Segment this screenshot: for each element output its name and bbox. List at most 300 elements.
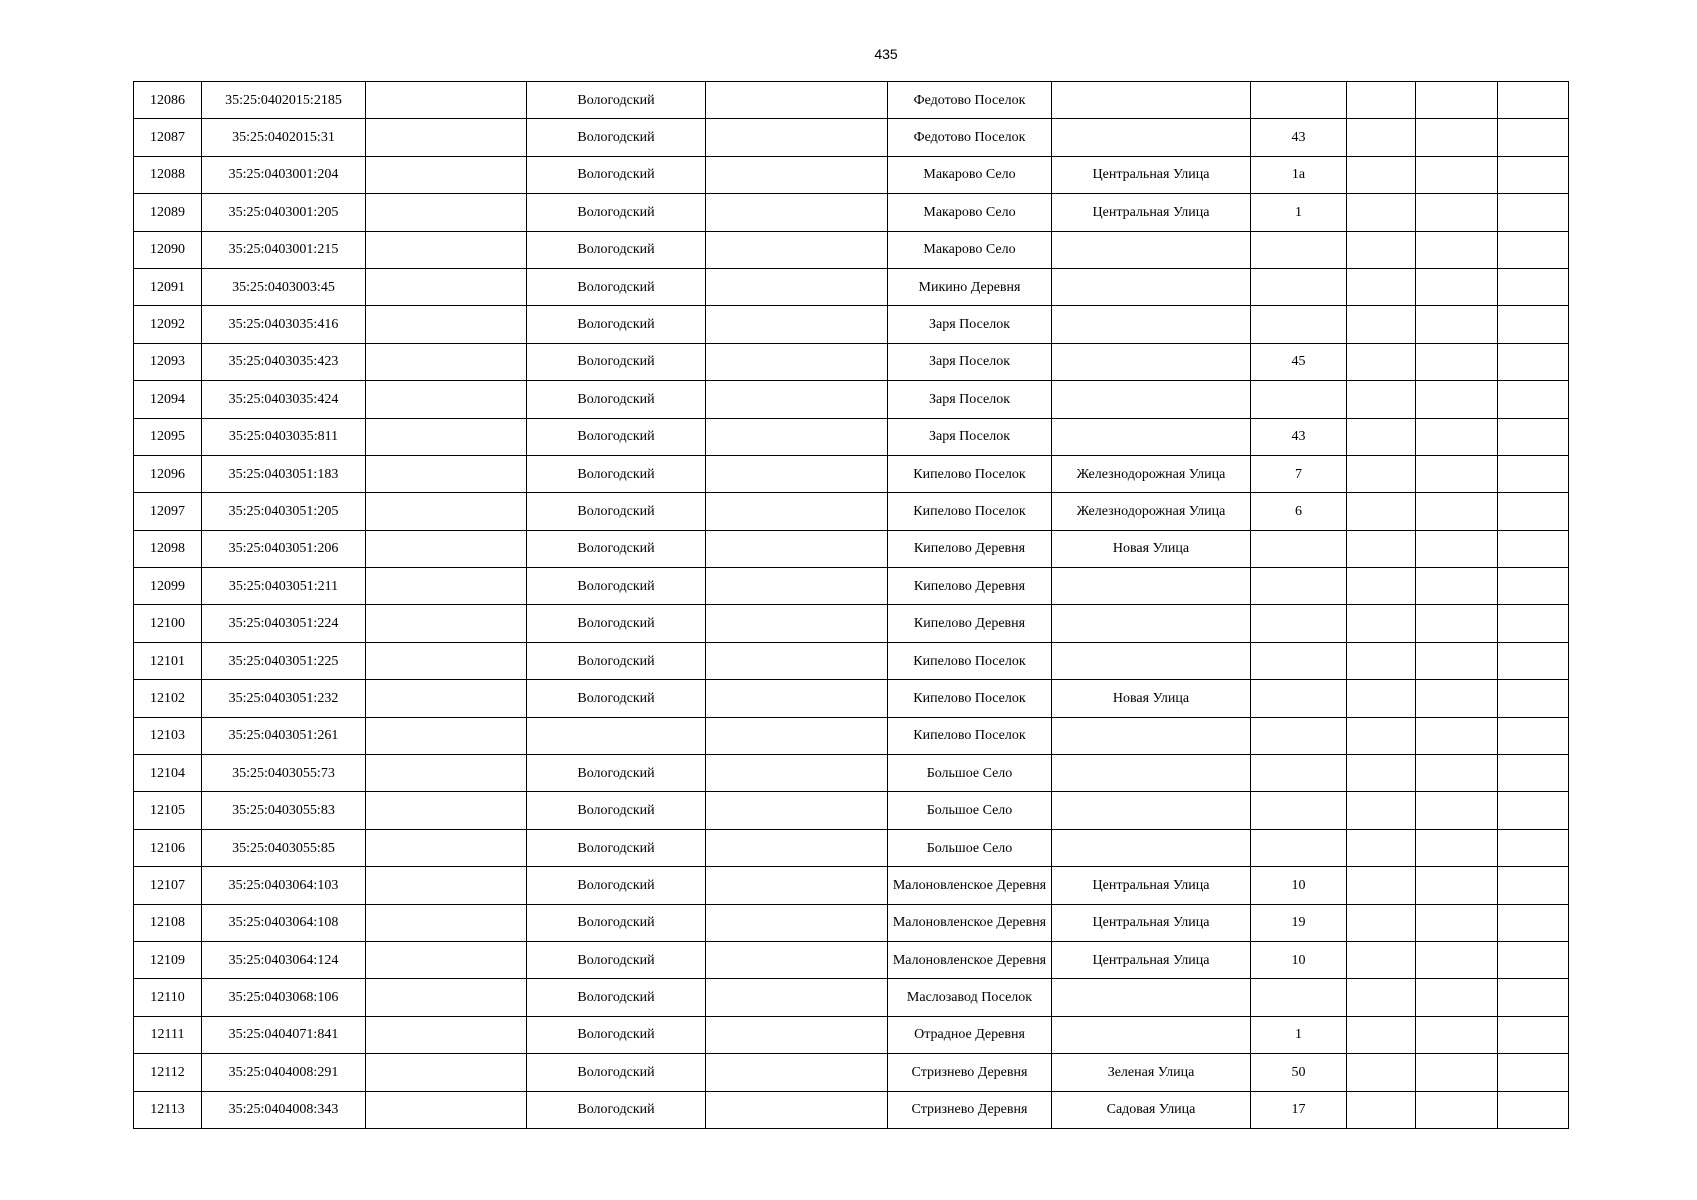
empty-cell-10 xyxy=(1416,755,1498,792)
settlement-cell: Стризнево Деревня xyxy=(888,1054,1052,1091)
house-number-cell xyxy=(1251,642,1347,679)
empty-cell-3 xyxy=(366,642,527,679)
empty-cell-3 xyxy=(366,306,527,343)
settlement-cell: Малоновленское Деревня xyxy=(888,867,1052,904)
cadastral-number-cell: 35:25:0403035:811 xyxy=(202,418,366,455)
empty-cell-10 xyxy=(1416,867,1498,904)
empty-cell-9 xyxy=(1347,418,1416,455)
empty-cell-5 xyxy=(706,642,888,679)
district-cell: Вологодский xyxy=(527,493,706,530)
empty-cell-5 xyxy=(706,455,888,492)
cadastral-number-cell: 35:25:0403055:85 xyxy=(202,829,366,866)
empty-cell-3 xyxy=(366,119,527,156)
empty-cell-11 xyxy=(1498,1054,1569,1091)
empty-cell-11 xyxy=(1498,717,1569,754)
table-row xyxy=(134,156,1569,193)
row-number-cell: 12106 xyxy=(134,829,202,866)
empty-cell-3 xyxy=(366,941,527,978)
empty-cell-11 xyxy=(1498,792,1569,829)
empty-cell-10 xyxy=(1416,82,1498,119)
table-body xyxy=(134,82,1569,1129)
street-cell: Садовая Улица xyxy=(1052,1091,1251,1128)
table-row xyxy=(134,642,1569,679)
empty-cell-3 xyxy=(366,680,527,717)
district-cell: Вологодский xyxy=(527,268,706,305)
table-row xyxy=(134,306,1569,343)
house-number-cell xyxy=(1251,306,1347,343)
empty-cell-3 xyxy=(366,231,527,268)
settlement-cell: Заря Поселок xyxy=(888,418,1052,455)
cadastral-number-cell: 35:25:0403035:424 xyxy=(202,381,366,418)
house-number-cell: 1 xyxy=(1251,194,1347,231)
street-cell xyxy=(1052,418,1251,455)
row-number-cell: 12105 xyxy=(134,792,202,829)
street-cell xyxy=(1052,642,1251,679)
empty-cell-3 xyxy=(366,455,527,492)
empty-cell-10 xyxy=(1416,381,1498,418)
settlement-cell: Кипелово Поселок xyxy=(888,493,1052,530)
empty-cell-5 xyxy=(706,381,888,418)
row-number-cell: 12093 xyxy=(134,343,202,380)
district-cell: Вологодский xyxy=(527,194,706,231)
row-number-cell: 12092 xyxy=(134,306,202,343)
table-row xyxy=(134,867,1569,904)
district-cell: Вологодский xyxy=(527,530,706,567)
empty-cell-10 xyxy=(1416,979,1498,1016)
street-cell: Новая Улица xyxy=(1052,530,1251,567)
empty-cell-9 xyxy=(1347,904,1416,941)
empty-cell-3 xyxy=(366,156,527,193)
empty-cell-10 xyxy=(1416,343,1498,380)
cadastral-number-cell: 35:25:0403064:108 xyxy=(202,904,366,941)
house-number-cell xyxy=(1251,979,1347,1016)
empty-cell-11 xyxy=(1498,904,1569,941)
empty-cell-5 xyxy=(706,568,888,605)
street-cell xyxy=(1052,605,1251,642)
table-row xyxy=(134,605,1569,642)
house-number-cell xyxy=(1251,717,1347,754)
empty-cell-5 xyxy=(706,605,888,642)
street-cell: Железнодорожная Улица xyxy=(1052,455,1251,492)
table-row xyxy=(134,941,1569,978)
empty-cell-10 xyxy=(1416,306,1498,343)
empty-cell-9 xyxy=(1347,568,1416,605)
row-number-cell: 12097 xyxy=(134,493,202,530)
empty-cell-10 xyxy=(1416,418,1498,455)
house-number-cell xyxy=(1251,829,1347,866)
house-number-cell: 43 xyxy=(1251,418,1347,455)
house-number-cell xyxy=(1251,792,1347,829)
empty-cell-11 xyxy=(1498,493,1569,530)
cadastral-number-cell: 35:25:0403051:205 xyxy=(202,493,366,530)
district-cell: Вологодский xyxy=(527,642,706,679)
house-number-cell: 1 xyxy=(1251,1016,1347,1053)
house-number-cell: 10 xyxy=(1251,941,1347,978)
street-cell xyxy=(1052,568,1251,605)
table-row xyxy=(134,979,1569,1016)
settlement-cell: Стризнево Деревня xyxy=(888,1091,1052,1128)
street-cell xyxy=(1052,381,1251,418)
settlement-cell: Заря Поселок xyxy=(888,306,1052,343)
street-cell xyxy=(1052,1016,1251,1053)
empty-cell-3 xyxy=(366,82,527,119)
district-cell: Вологодский xyxy=(527,979,706,1016)
empty-cell-3 xyxy=(366,904,527,941)
empty-cell-9 xyxy=(1347,156,1416,193)
cadastral-number-cell: 35:25:0403035:423 xyxy=(202,343,366,380)
street-cell: Центральная Улица xyxy=(1052,941,1251,978)
empty-cell-5 xyxy=(706,1054,888,1091)
row-number-cell: 12099 xyxy=(134,568,202,605)
empty-cell-9 xyxy=(1347,194,1416,231)
house-number-cell: 43 xyxy=(1251,119,1347,156)
empty-cell-11 xyxy=(1498,530,1569,567)
empty-cell-10 xyxy=(1416,642,1498,679)
empty-cell-9 xyxy=(1347,1091,1416,1128)
empty-cell-9 xyxy=(1347,642,1416,679)
empty-cell-11 xyxy=(1498,680,1569,717)
district-cell: Вологодский xyxy=(527,755,706,792)
table-row xyxy=(134,268,1569,305)
district-cell: Вологодский xyxy=(527,792,706,829)
empty-cell-10 xyxy=(1416,904,1498,941)
cadastral-number-cell: 35:25:0403001:215 xyxy=(202,231,366,268)
empty-cell-5 xyxy=(706,829,888,866)
row-number-cell: 12113 xyxy=(134,1091,202,1128)
street-cell xyxy=(1052,119,1251,156)
empty-cell-5 xyxy=(706,941,888,978)
settlement-cell: Малоновленское Деревня xyxy=(888,904,1052,941)
empty-cell-11 xyxy=(1498,568,1569,605)
empty-cell-3 xyxy=(366,381,527,418)
district-cell: Вологодский xyxy=(527,82,706,119)
empty-cell-5 xyxy=(706,119,888,156)
empty-cell-3 xyxy=(366,717,527,754)
empty-cell-5 xyxy=(706,1016,888,1053)
empty-cell-5 xyxy=(706,231,888,268)
empty-cell-11 xyxy=(1498,605,1569,642)
empty-cell-9 xyxy=(1347,82,1416,119)
empty-cell-5 xyxy=(706,755,888,792)
row-number-cell: 12087 xyxy=(134,119,202,156)
empty-cell-5 xyxy=(706,904,888,941)
empty-cell-5 xyxy=(706,1091,888,1128)
row-number-cell: 12101 xyxy=(134,642,202,679)
empty-cell-9 xyxy=(1347,867,1416,904)
empty-cell-9 xyxy=(1347,829,1416,866)
settlement-cell: Кипелово Поселок xyxy=(888,642,1052,679)
empty-cell-9 xyxy=(1347,605,1416,642)
empty-cell-11 xyxy=(1498,156,1569,193)
settlement-cell: Большое Село xyxy=(888,755,1052,792)
empty-cell-3 xyxy=(366,418,527,455)
empty-cell-5 xyxy=(706,156,888,193)
empty-cell-11 xyxy=(1498,755,1569,792)
empty-cell-3 xyxy=(366,867,527,904)
house-number-cell: 17 xyxy=(1251,1091,1347,1128)
settlement-cell: Кипелово Деревня xyxy=(888,568,1052,605)
street-cell: Новая Улица xyxy=(1052,680,1251,717)
table-row xyxy=(134,381,1569,418)
cadastral-number-cell: 35:25:0404071:841 xyxy=(202,1016,366,1053)
cadastral-number-cell: 35:25:0403051:232 xyxy=(202,680,366,717)
empty-cell-9 xyxy=(1347,231,1416,268)
empty-cell-9 xyxy=(1347,381,1416,418)
table-row xyxy=(134,568,1569,605)
settlement-cell: Макарово Село xyxy=(888,231,1052,268)
empty-cell-5 xyxy=(706,306,888,343)
house-number-cell: 1а xyxy=(1251,156,1347,193)
empty-cell-10 xyxy=(1416,231,1498,268)
empty-cell-10 xyxy=(1416,568,1498,605)
row-number-cell: 12112 xyxy=(134,1054,202,1091)
house-number-cell xyxy=(1251,381,1347,418)
table-row xyxy=(134,418,1569,455)
settlement-cell: Кипелово Деревня xyxy=(888,530,1052,567)
street-cell xyxy=(1052,755,1251,792)
table-row xyxy=(134,119,1569,156)
empty-cell-9 xyxy=(1347,941,1416,978)
street-cell xyxy=(1052,979,1251,1016)
empty-cell-3 xyxy=(366,493,527,530)
settlement-cell: Отрадное Деревня xyxy=(888,1016,1052,1053)
empty-cell-10 xyxy=(1416,605,1498,642)
empty-cell-10 xyxy=(1416,194,1498,231)
settlement-cell: Федотово Поселок xyxy=(888,82,1052,119)
settlement-cell: Большое Село xyxy=(888,792,1052,829)
district-cell: Вологодский xyxy=(527,680,706,717)
house-number-cell: 45 xyxy=(1251,343,1347,380)
empty-cell-3 xyxy=(366,605,527,642)
cadastral-number-cell: 35:25:0403064:103 xyxy=(202,867,366,904)
table-row xyxy=(134,1016,1569,1053)
row-number-cell: 12102 xyxy=(134,680,202,717)
empty-cell-5 xyxy=(706,82,888,119)
empty-cell-3 xyxy=(366,568,527,605)
empty-cell-5 xyxy=(706,680,888,717)
district-cell: Вологодский xyxy=(527,904,706,941)
empty-cell-9 xyxy=(1347,306,1416,343)
empty-cell-3 xyxy=(366,829,527,866)
cadastral-number-cell: 35:25:0403051:224 xyxy=(202,605,366,642)
street-cell: Центральная Улица xyxy=(1052,194,1251,231)
cadastral-number-cell: 35:25:0403003:45 xyxy=(202,268,366,305)
empty-cell-11 xyxy=(1498,829,1569,866)
house-number-cell xyxy=(1251,82,1347,119)
street-cell: Центральная Улица xyxy=(1052,904,1251,941)
empty-cell-11 xyxy=(1498,231,1569,268)
empty-cell-11 xyxy=(1498,306,1569,343)
table-row xyxy=(134,717,1569,754)
house-number-cell: 10 xyxy=(1251,867,1347,904)
street-cell xyxy=(1052,829,1251,866)
street-cell xyxy=(1052,343,1251,380)
house-number-cell: 7 xyxy=(1251,455,1347,492)
district-cell: Вологодский xyxy=(527,941,706,978)
house-number-cell: 50 xyxy=(1251,1054,1347,1091)
settlement-cell: Заря Поселок xyxy=(888,343,1052,380)
cadastral-number-cell: 35:25:0403035:416 xyxy=(202,306,366,343)
empty-cell-3 xyxy=(366,343,527,380)
cadastral-number-cell: 35:25:0403064:124 xyxy=(202,941,366,978)
cadastral-number-cell: 35:25:0403051:225 xyxy=(202,642,366,679)
empty-cell-11 xyxy=(1498,381,1569,418)
empty-cell-10 xyxy=(1416,717,1498,754)
district-cell: Вологодский xyxy=(527,418,706,455)
settlement-cell: Кипелово Поселок xyxy=(888,455,1052,492)
empty-cell-3 xyxy=(366,1091,527,1128)
empty-cell-5 xyxy=(706,792,888,829)
empty-cell-10 xyxy=(1416,680,1498,717)
empty-cell-10 xyxy=(1416,530,1498,567)
empty-cell-10 xyxy=(1416,829,1498,866)
settlement-cell: Макарово Село xyxy=(888,194,1052,231)
settlement-cell: Микино Деревня xyxy=(888,268,1052,305)
cadastral-number-cell: 35:25:0403001:205 xyxy=(202,194,366,231)
table-row xyxy=(134,755,1569,792)
cadastral-number-cell: 35:25:0404008:291 xyxy=(202,1054,366,1091)
row-number-cell: 12110 xyxy=(134,979,202,1016)
row-number-cell: 12091 xyxy=(134,268,202,305)
cadastral-number-cell: 35:25:0402015:2185 xyxy=(202,82,366,119)
empty-cell-11 xyxy=(1498,979,1569,1016)
empty-cell-11 xyxy=(1498,455,1569,492)
house-number-cell xyxy=(1251,231,1347,268)
empty-cell-9 xyxy=(1347,755,1416,792)
cadastral-number-cell: 35:25:0403051:206 xyxy=(202,530,366,567)
empty-cell-5 xyxy=(706,268,888,305)
empty-cell-11 xyxy=(1498,1091,1569,1128)
cadastral-number-cell: 35:25:0403068:106 xyxy=(202,979,366,1016)
empty-cell-3 xyxy=(366,1054,527,1091)
district-cell: Вологодский xyxy=(527,1054,706,1091)
row-number-cell: 12111 xyxy=(134,1016,202,1053)
house-number-cell xyxy=(1251,530,1347,567)
row-number-cell: 12107 xyxy=(134,867,202,904)
empty-cell-9 xyxy=(1347,493,1416,530)
empty-cell-10 xyxy=(1416,455,1498,492)
empty-cell-11 xyxy=(1498,642,1569,679)
street-cell: Железнодорожная Улица xyxy=(1052,493,1251,530)
empty-cell-9 xyxy=(1347,717,1416,754)
table-row xyxy=(134,1054,1569,1091)
cadastral-number-cell: 35:25:0403051:183 xyxy=(202,455,366,492)
empty-cell-9 xyxy=(1347,979,1416,1016)
street-cell xyxy=(1052,717,1251,754)
empty-cell-10 xyxy=(1416,1016,1498,1053)
table-row xyxy=(134,530,1569,567)
table-row xyxy=(134,792,1569,829)
row-number-cell: 12109 xyxy=(134,941,202,978)
empty-cell-9 xyxy=(1347,680,1416,717)
row-number-cell: 12086 xyxy=(134,82,202,119)
empty-cell-3 xyxy=(366,1016,527,1053)
row-number-cell: 12098 xyxy=(134,530,202,567)
empty-cell-10 xyxy=(1416,268,1498,305)
table-row xyxy=(134,343,1569,380)
empty-cell-3 xyxy=(366,194,527,231)
empty-cell-9 xyxy=(1347,268,1416,305)
page-number: 435 xyxy=(874,46,898,62)
empty-cell-5 xyxy=(706,194,888,231)
street-cell xyxy=(1052,268,1251,305)
district-cell: Вологодский xyxy=(527,306,706,343)
empty-cell-5 xyxy=(706,530,888,567)
cadastral-number-cell: 35:25:0403051:211 xyxy=(202,568,366,605)
row-number-cell: 12088 xyxy=(134,156,202,193)
empty-cell-11 xyxy=(1498,1016,1569,1053)
settlement-cell: Маслозавод Поселок xyxy=(888,979,1052,1016)
house-number-cell xyxy=(1251,568,1347,605)
table-row xyxy=(134,493,1569,530)
district-cell xyxy=(527,717,706,754)
empty-cell-9 xyxy=(1347,1054,1416,1091)
empty-cell-10 xyxy=(1416,493,1498,530)
district-cell: Вологодский xyxy=(527,343,706,380)
cadastral-number-cell: 35:25:0402015:31 xyxy=(202,119,366,156)
row-number-cell: 12100 xyxy=(134,605,202,642)
settlement-cell: Кипелово Деревня xyxy=(888,605,1052,642)
cadastral-number-cell: 35:25:0403001:204 xyxy=(202,156,366,193)
house-number-cell xyxy=(1251,268,1347,305)
table-row xyxy=(134,194,1569,231)
settlement-cell: Кипелово Поселок xyxy=(888,717,1052,754)
house-number-cell xyxy=(1251,680,1347,717)
empty-cell-5 xyxy=(706,717,888,754)
cadastral-number-cell: 35:25:0404008:343 xyxy=(202,1091,366,1128)
house-number-cell xyxy=(1251,605,1347,642)
settlement-cell: Малоновленское Деревня xyxy=(888,941,1052,978)
settlement-cell: Заря Поселок xyxy=(888,381,1052,418)
row-number-cell: 12094 xyxy=(134,381,202,418)
house-number-cell: 6 xyxy=(1251,493,1347,530)
empty-cell-10 xyxy=(1416,1054,1498,1091)
district-cell: Вологодский xyxy=(527,455,706,492)
empty-cell-11 xyxy=(1498,941,1569,978)
empty-cell-10 xyxy=(1416,941,1498,978)
district-cell: Вологодский xyxy=(527,1091,706,1128)
street-cell: Зеленая Улица xyxy=(1052,1054,1251,1091)
empty-cell-11 xyxy=(1498,82,1569,119)
empty-cell-11 xyxy=(1498,268,1569,305)
table-row xyxy=(134,231,1569,268)
row-number-cell: 12108 xyxy=(134,904,202,941)
empty-cell-9 xyxy=(1347,792,1416,829)
table-row xyxy=(134,82,1569,119)
row-number-cell: 12095 xyxy=(134,418,202,455)
registry-table xyxy=(133,81,1569,1129)
cadastral-number-cell: 35:25:0403051:261 xyxy=(202,717,366,754)
empty-cell-11 xyxy=(1498,194,1569,231)
district-cell: Вологодский xyxy=(527,568,706,605)
table-row xyxy=(134,1091,1569,1128)
settlement-cell: Макарово Село xyxy=(888,156,1052,193)
street-cell: Центральная Улица xyxy=(1052,156,1251,193)
empty-cell-9 xyxy=(1347,1016,1416,1053)
district-cell: Вологодский xyxy=(527,829,706,866)
table-row xyxy=(134,904,1569,941)
empty-cell-11 xyxy=(1498,418,1569,455)
empty-cell-3 xyxy=(366,530,527,567)
district-cell: Вологодский xyxy=(527,867,706,904)
house-number-cell: 19 xyxy=(1251,904,1347,941)
street-cell xyxy=(1052,306,1251,343)
empty-cell-10 xyxy=(1416,792,1498,829)
empty-cell-11 xyxy=(1498,343,1569,380)
row-number-cell: 12089 xyxy=(134,194,202,231)
table-row xyxy=(134,829,1569,866)
empty-cell-9 xyxy=(1347,119,1416,156)
